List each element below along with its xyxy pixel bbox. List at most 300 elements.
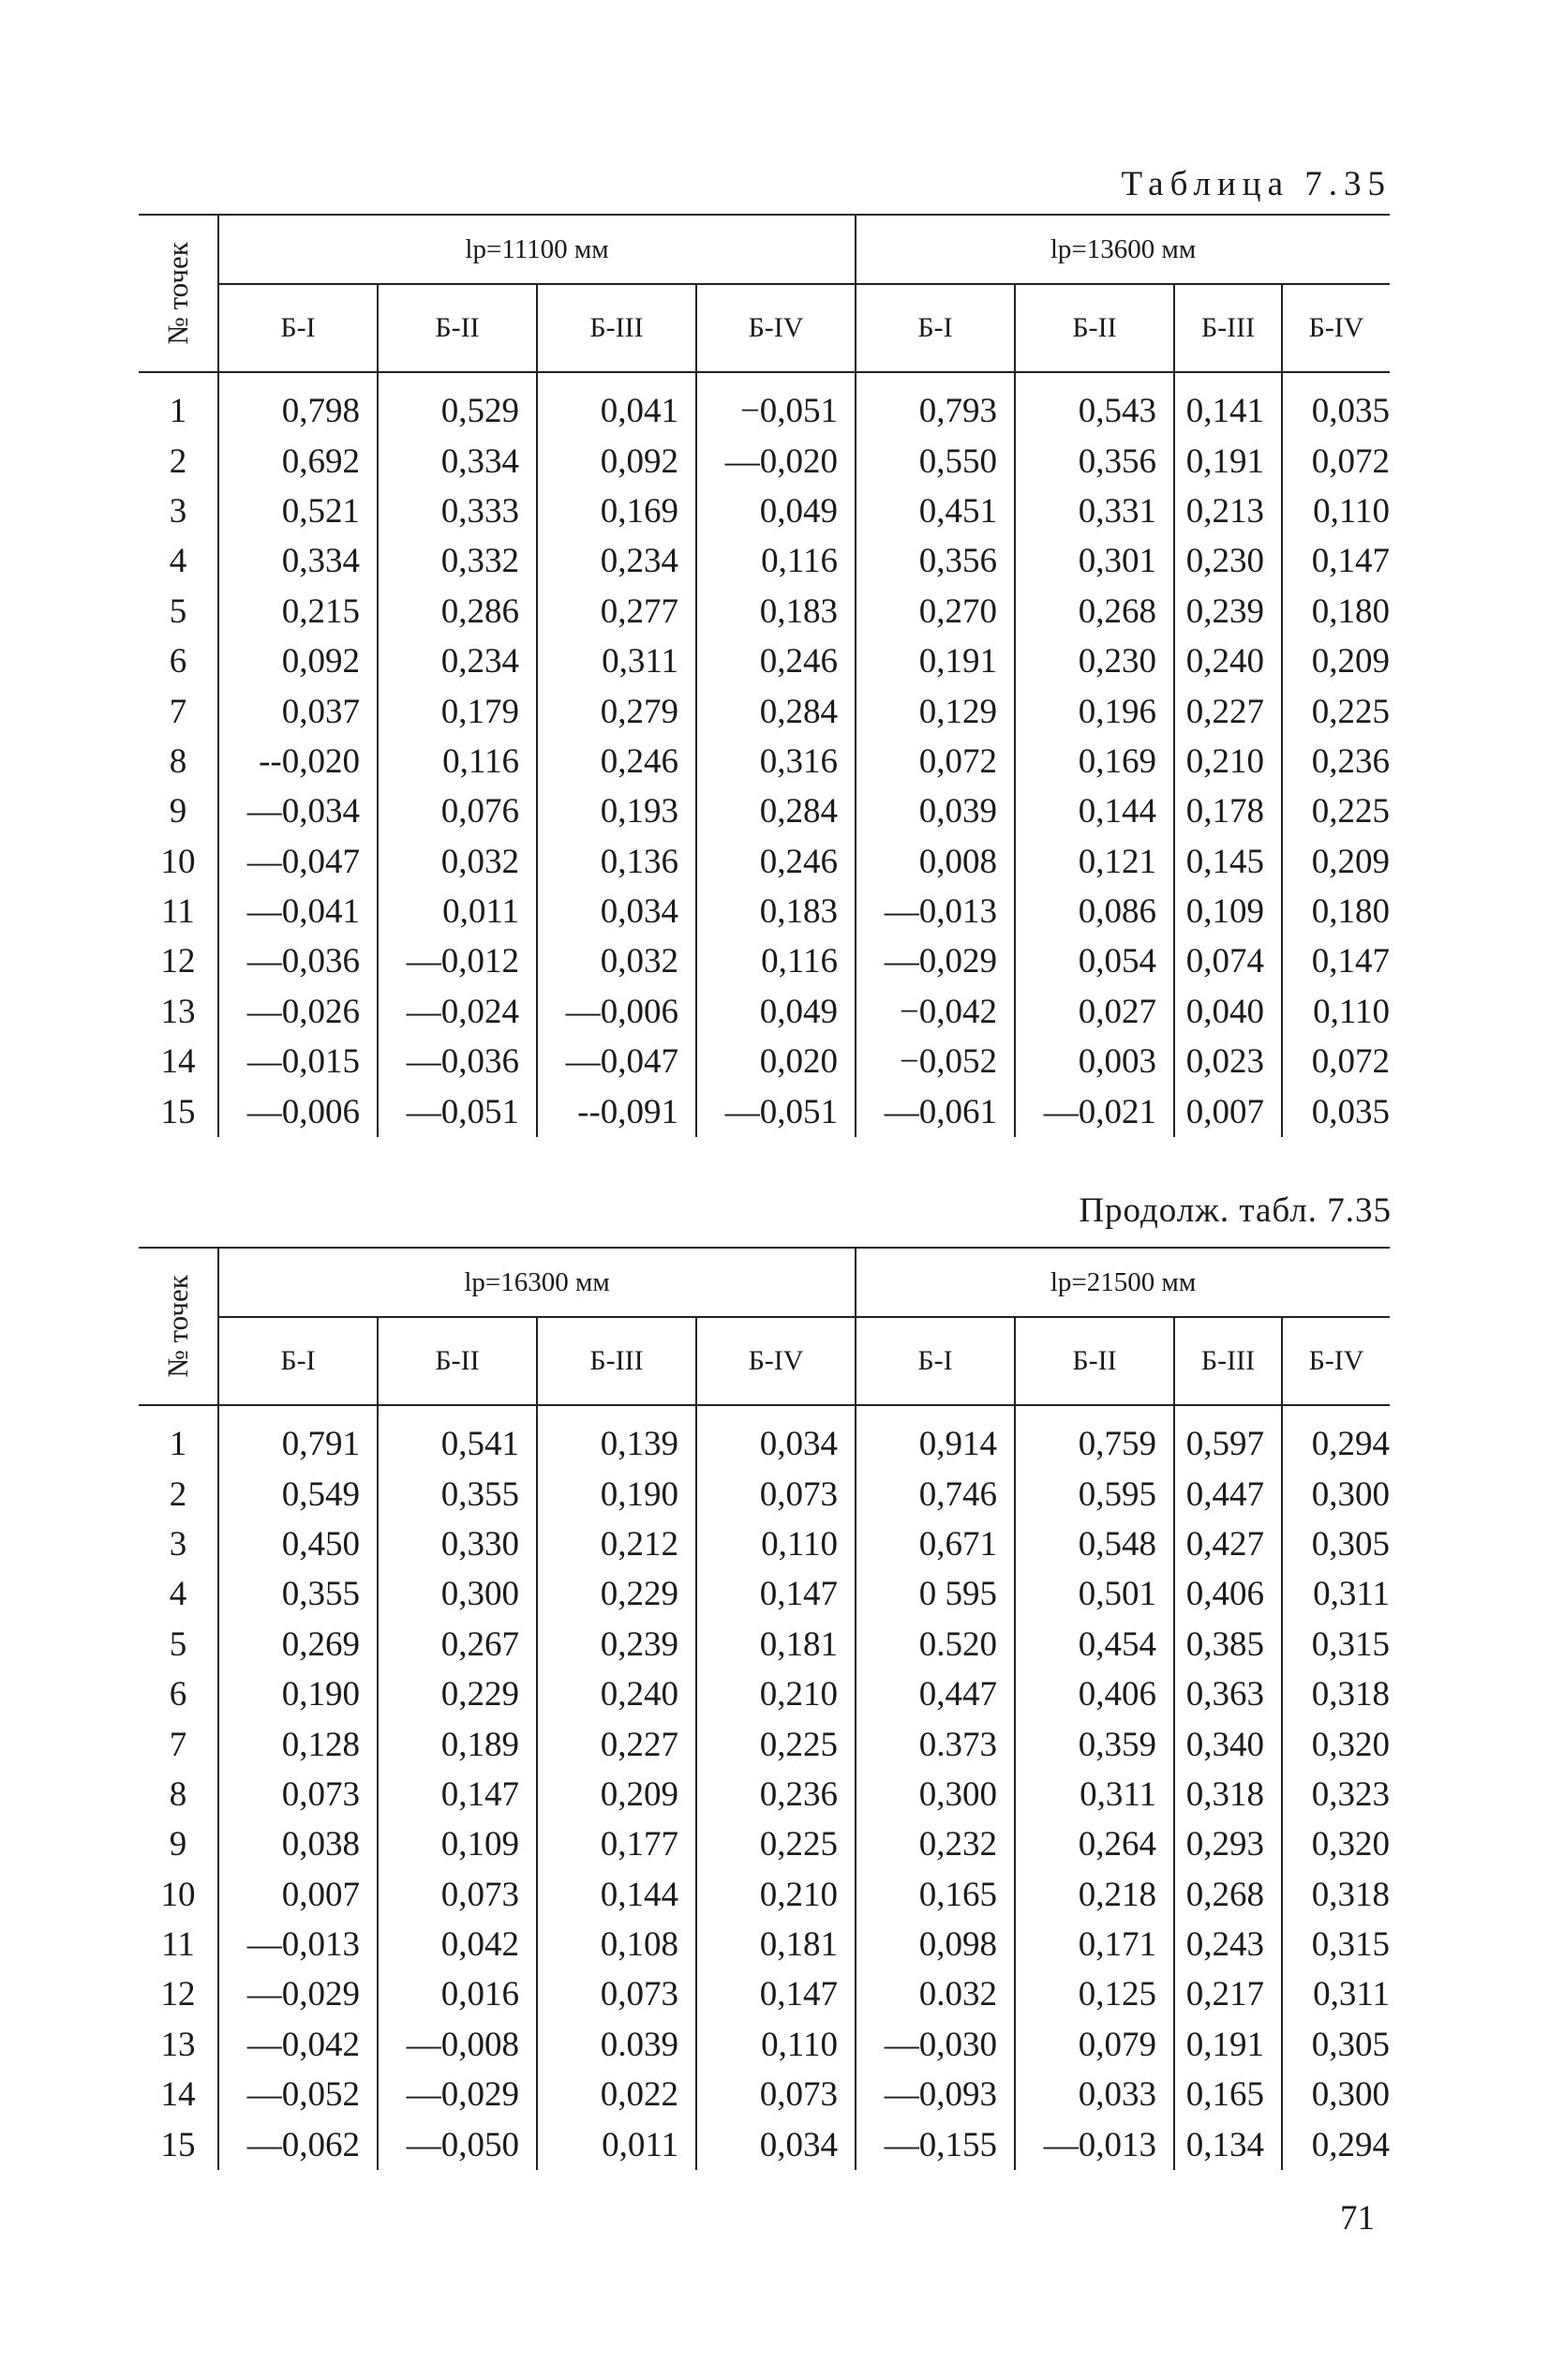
table-cell: 0,212 [537, 1519, 696, 1569]
table-cell: 0,147 [696, 1969, 856, 2019]
table-cell: —0,062 [218, 2119, 378, 2169]
table-cell: 0,239 [537, 1620, 696, 1669]
table-cell: 0,165 [856, 1870, 1015, 1920]
point-number: 6 [139, 1669, 218, 1719]
table-cell: 0,279 [537, 686, 696, 736]
table-cell: 0,034 [696, 2119, 856, 2169]
table-cell: 0,147 [1311, 542, 1391, 581]
table-cell: 0,169 [1015, 737, 1174, 786]
table-cell: 0,267 [378, 1620, 537, 1669]
table-cell: 0,183 [696, 887, 856, 936]
column-header: Б-I [218, 284, 378, 372]
table-row [139, 2119, 1390, 2169]
table-cell: 0,035 [1311, 392, 1391, 431]
table-cell: 0,286 [378, 587, 537, 636]
table-row [139, 486, 1390, 536]
table-cell: 0,125 [1015, 1969, 1174, 2019]
table-cell: 0,798 [218, 372, 378, 436]
table-row [139, 587, 1390, 636]
table-row [139, 1519, 1390, 1569]
table-row [139, 1037, 1390, 1086]
table-cell: 0,225 [1311, 692, 1391, 731]
group-header: lр=16300 мм [218, 1248, 856, 1317]
table-cell: 0,092 [218, 636, 378, 686]
table-cell: 0,759 [1015, 1405, 1174, 1469]
table-row [139, 887, 1390, 936]
table-cell: 0,079 [1015, 2020, 1174, 2070]
table-cell: 0,323 [1311, 1774, 1390, 1814]
table-cell: —0,015 [218, 1037, 378, 1086]
table-cell: 0,136 [537, 837, 696, 887]
table-cell: 0,294 [1311, 2125, 1390, 2164]
point-number: 12 [139, 936, 218, 986]
table-cell: 0,109 [378, 1819, 537, 1869]
table-cell: 0,074 [1174, 936, 1282, 986]
table-cell: 0,041 [537, 372, 696, 436]
table-cell: 0,334 [378, 436, 537, 486]
table-cell: 0,227 [1174, 686, 1282, 736]
table-cell: 0,179 [378, 686, 537, 736]
table-cell: 0,330 [378, 1519, 537, 1569]
table-cell: 0,072 [856, 737, 1015, 786]
table-cell: 0,007 [218, 1870, 378, 1920]
table-cell: 0,543 [1015, 372, 1174, 436]
table-cell: 0,110 [696, 2020, 856, 2070]
table-cell: 0,210 [696, 1870, 856, 1920]
table-row [139, 1569, 1390, 1619]
table-cell: 0,027 [1015, 987, 1174, 1037]
table-cell: 0,246 [537, 737, 696, 786]
column-header: Б-IV [1282, 284, 1390, 372]
table-cell: 0,300 [1311, 2075, 1390, 2115]
table-cell: 0,450 [218, 1519, 378, 1569]
column-header: Б-III [1174, 1317, 1282, 1405]
table-cell: 0,246 [696, 837, 856, 887]
table-row [139, 536, 1390, 586]
table-cell: 0,293 [1174, 1819, 1282, 1869]
table-cell: 0,073 [378, 1870, 537, 1920]
table-cell: 0,191 [1174, 436, 1282, 486]
table-row [139, 1469, 1390, 1519]
table-cell: 0,229 [537, 1569, 696, 1619]
point-number: 2 [139, 1469, 218, 1519]
table-cell: 0,225 [696, 1819, 856, 1869]
table-cell: 0,501 [1015, 1569, 1174, 1619]
table-cell: —0,051 [378, 1086, 537, 1136]
table-cell: 0.039 [537, 2020, 696, 2070]
point-number: 9 [139, 786, 218, 836]
table-row [139, 1920, 1390, 1969]
table-cell: 0,145 [1174, 837, 1282, 887]
table-cell: 0,234 [378, 636, 537, 686]
group-header: lр=13600 мм [856, 215, 1390, 284]
row-header: № точек [139, 215, 218, 372]
table-cell: 0,230 [1015, 636, 1174, 686]
table-cell: 0,294 [1311, 1425, 1390, 1464]
column-header: Б-I [218, 1317, 378, 1405]
table-cell: 0,183 [696, 587, 856, 636]
point-number: 4 [139, 536, 218, 586]
table-cell: 0,033 [1015, 2070, 1174, 2119]
table-cell: 0,595 [1015, 1469, 1174, 1519]
table-cell: 0,116 [378, 737, 537, 786]
table-cell: 0,073 [537, 1969, 696, 2019]
table-row [139, 987, 1390, 1037]
table-cell: 0,284 [696, 686, 856, 736]
table-cell: 0,040 [1174, 987, 1282, 1037]
table-cell: 0,316 [696, 737, 856, 786]
table-cell: 0,139 [537, 1405, 696, 1469]
row-header: № точек [139, 1248, 218, 1405]
table-cell: 0,023 [1174, 1037, 1282, 1086]
table-cell: 0,189 [378, 1719, 537, 1769]
point-number: 5 [139, 587, 218, 636]
table-cell: 0,447 [1174, 1469, 1282, 1519]
table-cell: 0,215 [218, 587, 378, 636]
table-cell: —0,052 [218, 2070, 378, 2119]
table-row [139, 686, 1390, 736]
table-cell: 0,054 [1015, 936, 1174, 986]
table-cell: 0,072 [1311, 1042, 1391, 1082]
table-cell: 0,521 [218, 486, 378, 536]
table-cell: 0,746 [856, 1469, 1015, 1519]
table-cell: 0,541 [378, 1405, 537, 1469]
table-cell: 0,332 [378, 536, 537, 586]
table-cell: 0,147 [1311, 942, 1391, 981]
table-cell: 0,315 [1311, 1925, 1390, 1965]
table-cell: −0,052 [856, 1037, 1015, 1086]
table-cell: 0,181 [696, 1920, 856, 1969]
point-number: 5 [139, 1620, 218, 1669]
table-cell: 0,110 [1313, 992, 1391, 1031]
table-cell: 0,311 [1015, 1770, 1174, 1819]
table-cell: 0,129 [856, 686, 1015, 736]
table-cell: 0,236 [1311, 741, 1391, 781]
table-cell: 0,169 [537, 486, 696, 536]
column-header: Б-IV [696, 1317, 856, 1405]
table-cell: 0,086 [1015, 887, 1174, 936]
table-row [139, 1405, 1390, 1469]
table-cell: 0,032 [537, 936, 696, 986]
table-cell: —0,021 [1015, 1086, 1174, 1136]
table-cell: 0,225 [1311, 792, 1391, 831]
table-cell: 0,225 [696, 1719, 856, 1769]
table-cell: 0,022 [537, 2070, 696, 2119]
point-number: 2 [139, 436, 218, 486]
table-cell: 0,128 [218, 1719, 378, 1769]
table-cell: 0,269 [218, 1620, 378, 1669]
point-number: 1 [139, 1405, 218, 1469]
table-cell: 0,300 [856, 1770, 1015, 1819]
table-cell: —0,013 [1015, 2119, 1174, 2169]
table-cell: 0,234 [537, 536, 696, 586]
table-cell: 0,331 [1015, 486, 1174, 536]
table-cell: 0,034 [537, 887, 696, 936]
table-cell: 0,597 [1174, 1405, 1282, 1469]
point-number: 11 [139, 1920, 218, 1969]
table-cell: 0,385 [1174, 1620, 1282, 1669]
table-cell: 0,320 [1311, 1725, 1390, 1764]
table-caption: Таблица 7.35 [1121, 165, 1392, 203]
table-cell: 0,447 [856, 1669, 1015, 1719]
table-cell: 0,007 [1174, 1086, 1282, 1136]
table-cell: 0,008 [856, 837, 1015, 887]
table-cell: 0,318 [1311, 1875, 1390, 1914]
table-cell: 0 595 [856, 1569, 1015, 1619]
point-number: 8 [139, 1770, 218, 1819]
page-number: 71 [1340, 2199, 1375, 2238]
table-cell: 0,548 [1015, 1519, 1174, 1569]
table-cell: 0,243 [1174, 1920, 1282, 1969]
table-cell: 0,073 [218, 1770, 378, 1819]
point-number: 1 [139, 372, 218, 436]
table-cell: --0,020 [218, 737, 378, 786]
table-cell: —0,013 [218, 1920, 378, 1969]
column-header: Б-III [537, 284, 696, 372]
table-row [139, 1870, 1390, 1920]
table-cell: 0,914 [856, 1405, 1015, 1469]
table-cell: 0,213 [1174, 486, 1282, 536]
table-cell: —0,093 [856, 2070, 1015, 2119]
table-cell: 0,218 [1015, 1870, 1174, 1920]
point-number: 14 [139, 2070, 218, 2119]
column-header: Б-II [378, 284, 537, 372]
table-cell: 0.373 [856, 1719, 1015, 1769]
table-cell: —0,006 [537, 987, 696, 1037]
data-table-1 [139, 214, 1390, 1137]
table-cell: 0,236 [696, 1770, 856, 1819]
table-cell: 0,110 [696, 1519, 856, 1569]
table-cell: 0,034 [696, 1405, 856, 1469]
table-cell: 0,073 [696, 1469, 856, 1519]
table-cell: —0,042 [218, 2020, 378, 2070]
table-cell: 0,038 [218, 1819, 378, 1869]
table-cell: 0,016 [378, 1969, 537, 2019]
table-cell: 0,147 [696, 1569, 856, 1619]
table-cell: 0,210 [696, 1669, 856, 1719]
column-header: Б-II [378, 1317, 537, 1405]
table-cell: 0,073 [696, 2070, 856, 2119]
group-header: lр=11100 мм [218, 215, 856, 284]
table-cell: 0,209 [1311, 842, 1391, 881]
column-header: Б-IV [696, 284, 856, 372]
table-cell: 0,209 [537, 1770, 696, 1819]
data-table-2 [139, 1247, 1390, 2170]
table-row [139, 837, 1390, 887]
table-cell: 0,037 [218, 686, 378, 736]
table-cell: 0,229 [378, 1669, 537, 1719]
table-cell: 0,300 [378, 1569, 537, 1619]
table-row [139, 636, 1390, 686]
column-header: Б-II [1015, 284, 1174, 372]
table-cell: 0,039 [856, 786, 1015, 836]
table-cell: 0,333 [378, 486, 537, 536]
table-cell: 0,406 [1015, 1669, 1174, 1719]
table-cell: 0,340 [1174, 1719, 1282, 1769]
table-cell: —0,029 [856, 936, 1015, 986]
point-number: 4 [139, 1569, 218, 1619]
table-row [139, 1086, 1390, 1136]
table-cell: 0,529 [378, 372, 537, 436]
table-row [139, 1819, 1390, 1869]
table-cell: 0,549 [218, 1469, 378, 1519]
table-cell: 0,178 [1174, 786, 1282, 836]
table-cell: 0,134 [1174, 2119, 1282, 2169]
table-cell: 0,356 [1015, 436, 1174, 486]
point-number: 7 [139, 686, 218, 736]
table-cell: 0,020 [696, 1037, 856, 1086]
table-cell: 0,318 [1174, 1770, 1282, 1819]
table-cell: 0,284 [696, 786, 856, 836]
table-cell: —0,036 [378, 1037, 537, 1086]
table-cell: 0,550 [856, 436, 1015, 486]
table-cell: 0,305 [1311, 2025, 1390, 2064]
table-cell: —0,050 [378, 2119, 537, 2169]
table-cell: 0,042 [378, 1920, 537, 1969]
point-number: 15 [139, 1086, 218, 1136]
table-cell: 0,406 [1174, 1569, 1282, 1619]
table-row [139, 2020, 1390, 2070]
point-number: 3 [139, 486, 218, 536]
table-cell: 0,311 [537, 636, 696, 686]
table-cell: 0,239 [1174, 587, 1282, 636]
table-cell: 0,209 [1311, 642, 1391, 681]
table-cell: 0,190 [537, 1469, 696, 1519]
table-cell: 0,264 [1015, 1819, 1174, 1869]
table-cell: 0.520 [856, 1620, 1015, 1669]
table-cell: 0,240 [537, 1669, 696, 1719]
column-header: Б-II [1015, 1317, 1174, 1405]
group-header: lр=21500 мм [856, 1248, 1390, 1317]
table-cell: —0,034 [218, 786, 378, 836]
table-cell: 0,318 [1311, 1675, 1390, 1714]
table-cell: 0,190 [218, 1669, 378, 1719]
point-number: 3 [139, 1519, 218, 1569]
table-cell: 0,315 [1311, 1624, 1390, 1664]
table-cell: —0,030 [856, 2020, 1015, 2070]
point-number: 15 [139, 2119, 218, 2169]
table-cell: −0,042 [856, 987, 1015, 1037]
table-cell: 0,011 [378, 887, 537, 936]
table-cell: 0,072 [1311, 442, 1391, 481]
table-cell: —0,012 [378, 936, 537, 986]
table-cell: —0,041 [218, 887, 378, 936]
table-cell: 0,793 [856, 372, 1015, 436]
point-number: 13 [139, 2020, 218, 2070]
column-header: Б-III [537, 1317, 696, 1405]
table-cell: 0,098 [856, 1920, 1015, 1969]
table-cell: 0,165 [1174, 2070, 1282, 2119]
table-cell: 0,003 [1015, 1037, 1174, 1086]
table-cell: 0,032 [378, 837, 537, 887]
table-cell: 0,305 [1311, 1524, 1390, 1564]
table-cell: 0,270 [856, 587, 1015, 636]
table-row [139, 1719, 1390, 1769]
table-cell: 0,180 [1311, 591, 1391, 631]
point-number: 11 [139, 887, 218, 936]
table-row [139, 936, 1390, 986]
table-caption: Продолж. табл. 7.35 [1079, 1191, 1392, 1230]
table-cell: —0,051 [696, 1086, 856, 1136]
table-cell: —0,024 [378, 987, 537, 1037]
table-cell: 0,300 [1311, 1474, 1390, 1514]
point-number: 10 [139, 1870, 218, 1920]
table-row [139, 1669, 1390, 1719]
table-cell: —0,155 [856, 2119, 1015, 2169]
table-cell: 0,268 [1174, 1870, 1282, 1920]
table-cell: 0,108 [537, 1920, 696, 1969]
table-cell: 0,427 [1174, 1519, 1282, 1569]
table-cell: 0,180 [1311, 892, 1391, 932]
table-cell: —0,061 [856, 1086, 1015, 1136]
table-row [139, 1770, 1390, 1819]
table-cell: 0,277 [537, 587, 696, 636]
point-number: 12 [139, 1969, 218, 2019]
table-cell: —0,008 [378, 2020, 537, 2070]
table-cell: 0,692 [218, 436, 378, 486]
table-cell: 0,363 [1174, 1669, 1282, 1719]
point-number: 8 [139, 737, 218, 786]
table-cell: 0,356 [856, 536, 1015, 586]
table-cell: 0,240 [1174, 636, 1282, 686]
table-cell: —0,029 [218, 1969, 378, 2019]
table-cell: --0,091 [537, 1086, 696, 1136]
table-row [139, 372, 1390, 436]
table-row [139, 2070, 1390, 2119]
table-cell: 0,334 [218, 536, 378, 586]
table-cell: 0,092 [537, 436, 696, 486]
table-cell: 0,210 [1174, 737, 1282, 786]
column-header: Б-IV [1282, 1317, 1390, 1405]
table-cell: —0,029 [378, 2070, 537, 2119]
table-cell: 0,320 [1311, 1825, 1390, 1864]
table-cell: 0,181 [696, 1620, 856, 1669]
table-cell: 0,311 [1313, 1575, 1390, 1614]
point-number: 14 [139, 1037, 218, 1086]
table-cell: 0,791 [218, 1405, 378, 1469]
table-cell: 0,110 [1313, 491, 1391, 531]
table-cell: 0,177 [537, 1819, 696, 1869]
table-cell: 0,049 [696, 486, 856, 536]
table-cell: 0,230 [1174, 536, 1282, 586]
table-cell: 0,359 [1015, 1719, 1174, 1769]
table-cell: 0,454 [1015, 1620, 1174, 1669]
table-cell: 0,116 [696, 536, 856, 586]
point-number: 10 [139, 837, 218, 887]
table-cell: 0,301 [1015, 536, 1174, 586]
table-cell: 0,147 [378, 1770, 537, 1819]
table-cell: 0,191 [1174, 2020, 1282, 2070]
table-cell: —0,006 [218, 1086, 378, 1136]
table-cell: 0,141 [1174, 372, 1282, 436]
column-header: Б-I [856, 284, 1015, 372]
point-number: 9 [139, 1819, 218, 1869]
table-row [139, 737, 1390, 786]
table-cell: −0,051 [696, 372, 856, 436]
table-cell: 0,076 [378, 786, 537, 836]
table-row [139, 1620, 1390, 1669]
table-cell: —0,013 [856, 887, 1015, 936]
table-cell: 0.032 [856, 1969, 1015, 2019]
table-cell: 0,109 [1174, 887, 1282, 936]
point-number: 6 [139, 636, 218, 686]
table-cell: 0,144 [1015, 786, 1174, 836]
point-number: 13 [139, 987, 218, 1037]
table-cell: 0,035 [1311, 1092, 1391, 1131]
table-cell: 0,311 [1313, 1975, 1390, 2014]
table-cell: 0,049 [696, 987, 856, 1037]
column-header: Б-I [856, 1317, 1015, 1405]
